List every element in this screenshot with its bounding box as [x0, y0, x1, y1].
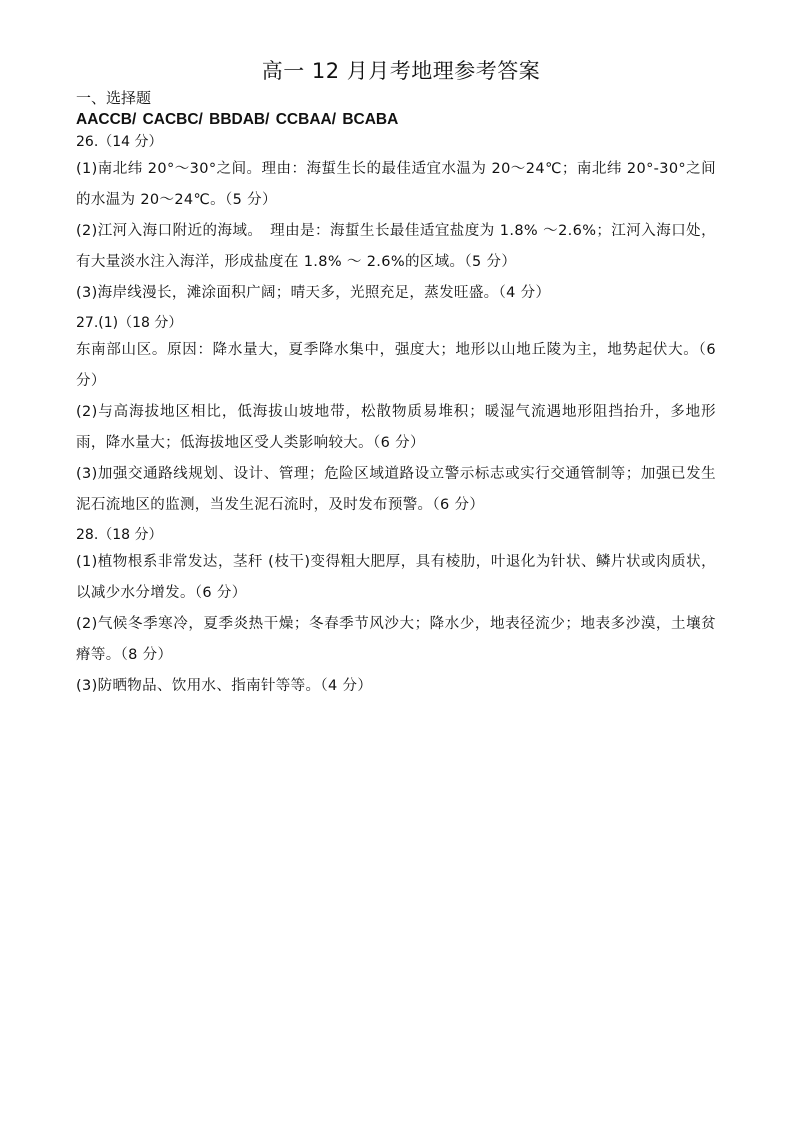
answer-paragraph: 东南部山区。原因：降水量大，夏季降水集中，强度大；地形以山地丘陵为主，地势起伏大。（6 分）: [76, 342, 716, 389]
question-header: 27.(1)（18 分）: [76, 315, 183, 331]
answer-paragraph: (3)海岸线漫长，滩涂面积广阔；晴天多，光照充足，蒸发旺盛。（4 分）: [76, 285, 551, 301]
section-heading-choice: 一、选择题: [76, 89, 152, 107]
question-header: 28.（18 分）: [76, 527, 163, 543]
answer-paragraph: (2)江河入海口附近的海域。 理由是：海蜇生长最佳适宜盐度为 1.8% ～2.6%；江河入海口处，有大量淡水注入海洋，形成盐度在 1.8% ～ 2.6%的区域。（5 分）: [76, 223, 716, 270]
answer-paragraph: (1)植物根系非常发达，茎秆 (枝干)变得粗大肥厚，具有棱肋，叶退化为针状、鳞片状或肉质状，以减少水分增发。（6 分）: [76, 554, 716, 601]
answer-paragraph: (3)加强交通路线规划、设计、管理；危险区域道路设立警示标志或实行交通管制等；加强已发生泥石流地区的监测，当发生泥石流时，及时发布预警。（6 分）: [76, 466, 716, 513]
answer-paragraph: (1)南北纬 20°～30°之间。理由：海蜇生长的最佳适宜水温为 20～24℃；南北纬 20°-30°之间的水温为 20～24℃。（5 分）: [76, 161, 716, 208]
choice-answers: AACCB/ CACBC/ BBDAB/ CCBAA/ BCABA: [76, 111, 399, 128]
answer-paragraph: (3)防晒物品、饮用水、指南针等等。（4 分）: [76, 678, 373, 694]
page-title: 高一 12 月月考地理参考答案: [261, 59, 541, 83]
question-28: [76, 523, 716, 702]
answer-paragraph: (2)与高海拔地区相比，低海拔山坡地带，松散物质易堆积；暖湿气流遇地形阻挡抬升，多地形雨，降水量大；低海拔地区受人类影响较大。（6 分）: [76, 404, 716, 451]
question-27: [76, 311, 716, 521]
question-26: [76, 130, 716, 309]
question-header: 26.（14 分）: [76, 134, 163, 150]
answer-paragraph: (2)气候冬季寒冷，夏季炎热干燥；冬春季节风沙大；降水少，地表径流少；地表多沙漠，土壤贫瘠等。（8 分）: [76, 616, 716, 663]
